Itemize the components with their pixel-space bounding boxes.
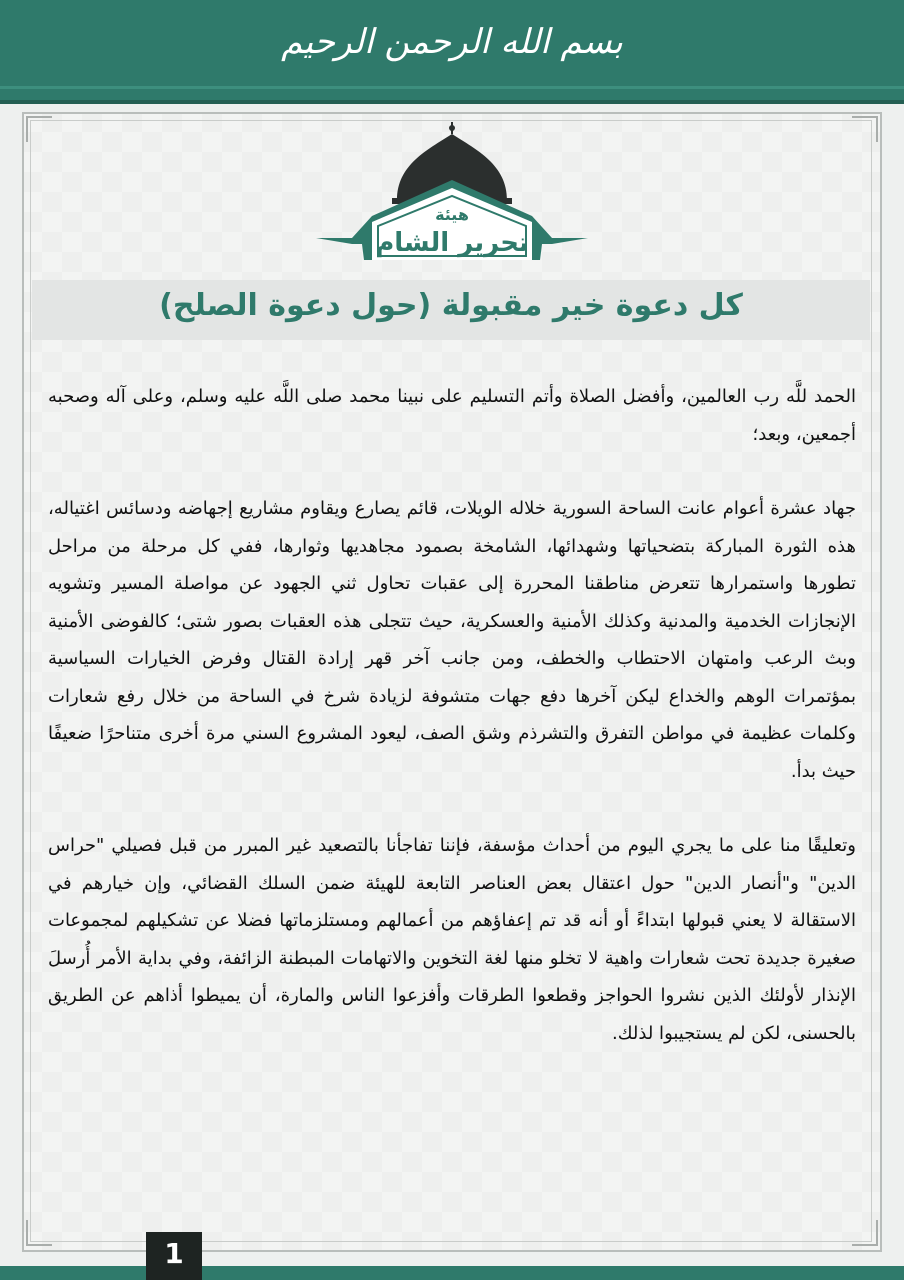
page-number: 1 bbox=[146, 1232, 202, 1280]
frame-corner-ornament bbox=[852, 116, 878, 142]
header-stripe bbox=[0, 86, 904, 89]
mosque-dome-icon bbox=[312, 120, 592, 270]
basmala-calligraphy: بسم الله الرحمن الرحيم bbox=[281, 22, 623, 62]
frame-corner-ornament bbox=[26, 116, 52, 142]
frame-corner-ornament bbox=[852, 1220, 878, 1246]
header-band bbox=[0, 0, 904, 104]
frame-corner-ornament bbox=[26, 1220, 52, 1246]
organization-logo bbox=[312, 120, 592, 270]
paragraph-background: جهاد عشرة أعوام عانت الساحة السورية خلاله الويلات، قائم يصارع ويقاوم مشاريع إجهاضه ودسائس اغتياله، هذه الثورة المباركة بتضحياتها وشهدائها، الشامخة بصمود مجاهديها وثوارها، ففي كل مرحلة من مراحل تطورها واستمرارها تتعرض مناطقنا المحررة إلى عقبات تحاول ثني الجهود عن مواصلة المسير وتشويه الإنجازات الخدمية والمدنية وكذلك الأمنية والعسكرية، حيث تتجلى هذه العقبات بصور شتى؛ كالفوضى الأمنية وبث الرعب وامتهان الاحتطاب والخطف، ومن جانب آخر قهر إرادة القتال وفرض الخيارات السياسية بمؤتمرات الوهم والخداع ليكن آخرها دفع جهات متشوفة لزيادة شرخ في الساحة من خلال رفع شعارات وكلمات عظيمة في مواطن التفرق والتشرذم وشق الصف، ليعود المشروع السني مرة أخرى متناحرًا ضعيفًا حيث بدأ. bbox=[48, 498, 856, 782]
footer-band bbox=[0, 1266, 904, 1280]
document-body bbox=[48, 378, 856, 1052]
paragraph-opening: الحمد للَّه رب العالمين، وأفضل الصلاة وأتم التسليم على نبينا محمد صلى اللَّه عليه وسلم، وعلى آله وصحبه أجمعين، وبعد؛ bbox=[48, 386, 856, 445]
paragraph-statement: وتعليقًا منا على ما يجري اليوم من أحداث مؤسفة، فإننا تفاجأنا بالتصعيد غير المبرر من قبل فصيلي "حراس الدين" و"أنصار الدين" حول اعتقال بعض العناصر التابعة للهيئة ضمن السلك القضائي، وإن خيارهم في الاستقالة لا يعني قبولها ابتداءً أو أنه قد تم إعفاؤهم من أعمالهم ومستلزماتها فضلا عن تشكيلهم لمجموعات صغيرة جديدة تحت شعارات واهية لا تخلو منها لغة التخوين والاتهامات المبطنة الزائفة، وفي بداية الأمر أُرسلَ الإنذار لأولئك الذين نشروا الحواجز وقطعوا الطرقات وأفزعوا الناس والمارة، أن يميطوا أذاهم عن الطريق بالحسنى، لكن لم يستجيبوا لذلك. bbox=[48, 835, 856, 1044]
logo-line2: تحرير الشام bbox=[375, 228, 529, 258]
document-title: كل دعوة خير مقبولة (حول دعوة الصلح) bbox=[159, 288, 743, 323]
logo-line1: هيئة bbox=[435, 205, 469, 224]
